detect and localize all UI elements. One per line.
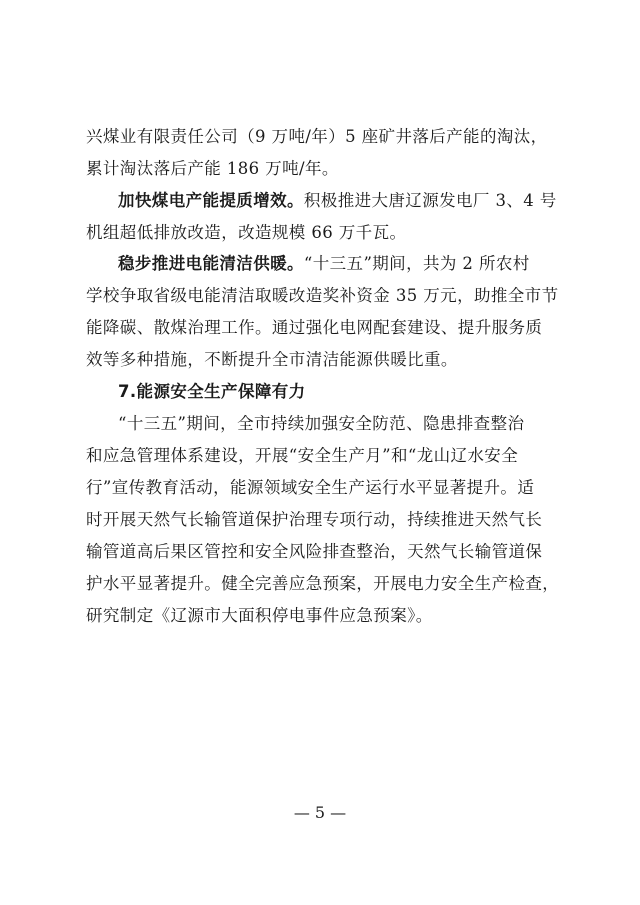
paragraph-5-line-1: “十三五”期间，全市持续加强安全防范、隐患排查整治 [118, 414, 525, 433]
paragraph-5-line-3: 行”宣传教育活动，能源领域安全生产运行水平显著提升。适 [86, 478, 535, 497]
page-number: — 5 — [293, 803, 347, 822]
paragraph-2-title: 加快煤电产能提质增效。 [118, 191, 304, 210]
paragraph-5-line-2: 和应急管理体系建设，开展“安全生产月”和“龙山辽水安全 [86, 446, 519, 465]
paragraph-1-line-2: 累计淘汰落后产能 186 万吨/年。 [86, 159, 339, 178]
paragraph-5-line-6: 护水平显著提升。健全完善应急预案，开展电力安全生产检查， [86, 574, 560, 593]
paragraph-1-line-1: 兴煤业有限责任公司（9 万吨/年）5 座矿井落后产能的淘汰， [86, 127, 548, 146]
paragraph-5-line-4: 时开展天然气长输管道保护治理专项行动，持续推进天然气长 [86, 510, 543, 529]
paragraph-3-line-3: 能降碳、散煤治理工作。通过强化电网配套建设、提升服务质 [86, 318, 543, 337]
paragraph-2-first-line-rest: 积极推进大唐辽源发电厂 3、4 号 [303, 191, 557, 210]
paragraph-2-line-2: 机组超低排放改造，改造规模 66 万千瓦。 [86, 223, 407, 242]
paragraph-5-line-7: 研究制定《辽源市大面积停电事件应急预案》。 [86, 606, 433, 625]
paragraph-3-first-line-rest: “十三五”期间，共为 2 所农村 [303, 254, 530, 273]
paragraph-5-line-5: 输管道高后果区管控和安全风险排查整治，天然气长输管道保 [86, 542, 543, 561]
paragraph-3-title: 稳步推进电能清洁供暖。 [118, 254, 304, 273]
paragraph-3-line-1 [118, 254, 556, 274]
paragraph-3-line-2: 学校争取省级电能清洁取暖改造奖补资金 35 万元，助推全市节 [86, 286, 559, 305]
paragraph-3-line-4: 效等多种措施，不断提升全市清洁能源供暖比重。 [86, 350, 458, 369]
section-heading: 7.能源安全生产保障有力 [118, 382, 306, 401]
paragraph-2-line-1 [118, 191, 556, 211]
